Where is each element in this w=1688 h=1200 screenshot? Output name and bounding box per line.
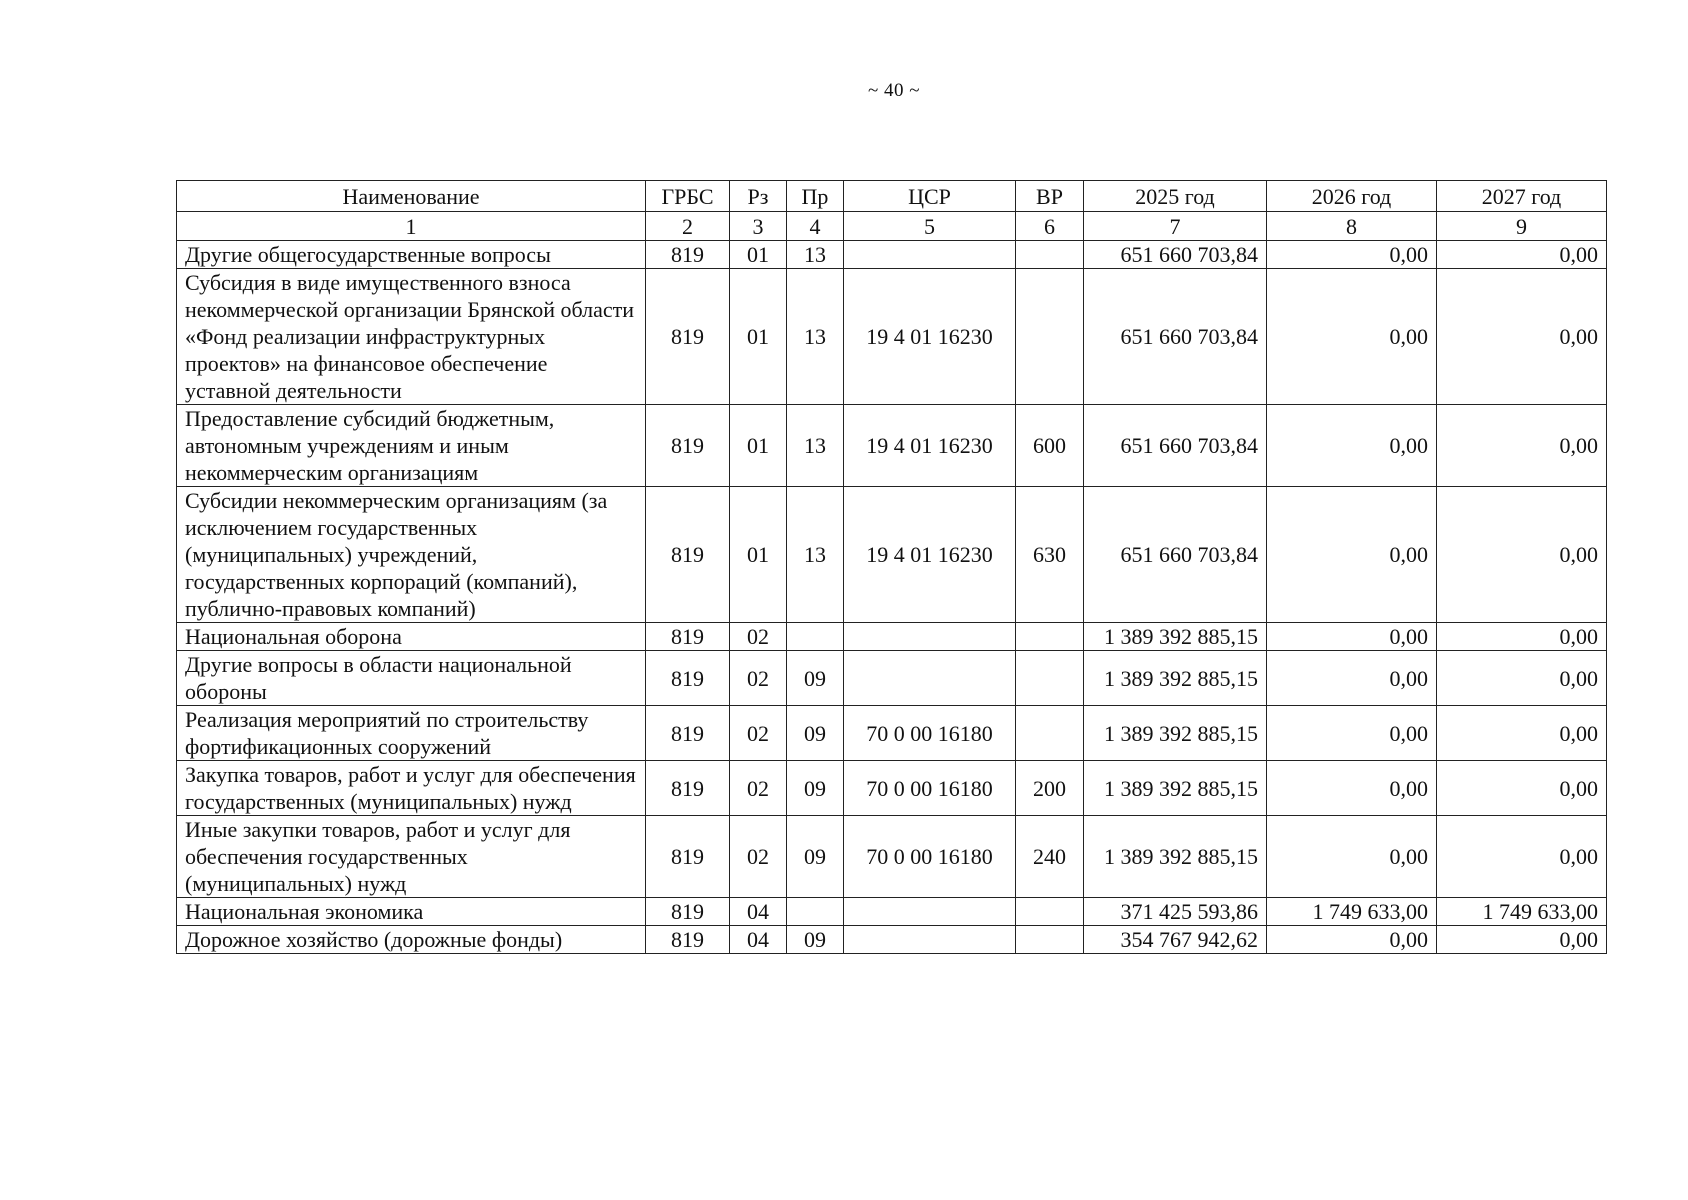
header-csr: ЦСР — [844, 181, 1016, 212]
row-2025: 1 389 392 885,15 — [1084, 761, 1267, 816]
row-name: Субсидии некоммерческим организациям (за исключением государственных (муниципальных) учреждений, государственных корпораций (компаний), публично-правовых компаний) — [177, 487, 646, 623]
row-2025: 1 389 392 885,15 — [1084, 706, 1267, 761]
row-grbs: 819 — [646, 816, 730, 898]
header-2025: 2025 год — [1084, 181, 1267, 212]
table-row — [177, 487, 1607, 623]
row-2025: 371 425 593,86 — [1084, 898, 1267, 926]
row-rz: 02 — [730, 706, 787, 761]
row-pr: 13 — [787, 241, 844, 269]
row-vr — [1016, 926, 1084, 954]
row-csr: 70 0 00 16180 — [844, 706, 1016, 761]
row-pr: 09 — [787, 651, 844, 706]
table-row — [177, 926, 1607, 954]
row-2027: 0,00 — [1437, 761, 1607, 816]
row-grbs: 819 — [646, 487, 730, 623]
budget-table — [176, 180, 1607, 954]
row-csr — [844, 926, 1016, 954]
row-csr: 19 4 01 16230 — [844, 269, 1016, 405]
row-name: Предоставление субсидий бюджетным, автономным учреждениям и иным некоммерческим организациям — [177, 405, 646, 487]
index-cell: 3 — [730, 212, 787, 241]
row-2027: 0,00 — [1437, 405, 1607, 487]
row-name: Дорожное хозяйство (дорожные фонды) — [177, 926, 646, 954]
row-vr — [1016, 651, 1084, 706]
row-2025: 651 660 703,84 — [1084, 241, 1267, 269]
header-2027: 2027 год — [1437, 181, 1607, 212]
index-cell: 9 — [1437, 212, 1607, 241]
row-vr — [1016, 623, 1084, 651]
column-index-row — [177, 212, 1607, 241]
row-pr: 09 — [787, 816, 844, 898]
table-row — [177, 706, 1607, 761]
row-2025: 354 767 942,62 — [1084, 926, 1267, 954]
row-2026: 0,00 — [1267, 926, 1437, 954]
page-number: ~ 40 ~ — [867, 80, 921, 101]
row-vr: 240 — [1016, 816, 1084, 898]
row-2027: 0,00 — [1437, 926, 1607, 954]
row-csr — [844, 241, 1016, 269]
row-vr — [1016, 898, 1084, 926]
row-2027: 0,00 — [1437, 816, 1607, 898]
header-2026: 2026 год — [1267, 181, 1437, 212]
header-name: Наименование — [177, 181, 646, 212]
row-rz: 01 — [730, 269, 787, 405]
row-vr — [1016, 241, 1084, 269]
row-2026: 0,00 — [1267, 269, 1437, 405]
row-grbs: 819 — [646, 269, 730, 405]
row-2026: 0,00 — [1267, 405, 1437, 487]
table-row — [177, 761, 1607, 816]
row-vr: 200 — [1016, 761, 1084, 816]
index-cell: 7 — [1084, 212, 1267, 241]
row-2026: 1 749 633,00 — [1267, 898, 1437, 926]
row-csr — [844, 623, 1016, 651]
row-pr — [787, 623, 844, 651]
row-pr: 13 — [787, 405, 844, 487]
row-2025: 1 389 392 885,15 — [1084, 651, 1267, 706]
row-name: Национальная оборона — [177, 623, 646, 651]
row-rz: 02 — [730, 623, 787, 651]
row-grbs: 819 — [646, 898, 730, 926]
row-csr: 19 4 01 16230 — [844, 487, 1016, 623]
row-pr: 13 — [787, 487, 844, 623]
row-2026: 0,00 — [1267, 241, 1437, 269]
row-name: Иные закупки товаров, работ и услуг для обеспечения государственных (муниципальных) нужд — [177, 816, 646, 898]
index-cell: 6 — [1016, 212, 1084, 241]
row-rz: 01 — [730, 487, 787, 623]
row-csr — [844, 651, 1016, 706]
row-2026: 0,00 — [1267, 487, 1437, 623]
header-grbs: ГРБС — [646, 181, 730, 212]
row-grbs: 819 — [646, 706, 730, 761]
row-grbs: 819 — [646, 405, 730, 487]
row-2027: 0,00 — [1437, 623, 1607, 651]
row-2025: 651 660 703,84 — [1084, 269, 1267, 405]
row-2027: 0,00 — [1437, 269, 1607, 405]
row-2027: 0,00 — [1437, 487, 1607, 623]
row-csr: 70 0 00 16180 — [844, 816, 1016, 898]
row-csr: 70 0 00 16180 — [844, 761, 1016, 816]
index-cell: 4 — [787, 212, 844, 241]
row-rz: 04 — [730, 898, 787, 926]
row-grbs: 819 — [646, 761, 730, 816]
row-vr: 600 — [1016, 405, 1084, 487]
table-row — [177, 898, 1607, 926]
row-rz: 01 — [730, 241, 787, 269]
header-pr: Пр — [787, 181, 844, 212]
table-row — [177, 623, 1607, 651]
row-pr: 09 — [787, 706, 844, 761]
row-2025: 651 660 703,84 — [1084, 405, 1267, 487]
row-2025: 1 389 392 885,15 — [1084, 816, 1267, 898]
row-vr: 630 — [1016, 487, 1084, 623]
row-pr: 13 — [787, 269, 844, 405]
row-2026: 0,00 — [1267, 761, 1437, 816]
row-name: Реализация мероприятий по строительству фортификационных сооружений — [177, 706, 646, 761]
table-row — [177, 816, 1607, 898]
row-2027: 0,00 — [1437, 241, 1607, 269]
row-rz: 02 — [730, 651, 787, 706]
row-name: Другие вопросы в области национальной обороны — [177, 651, 646, 706]
index-cell: 8 — [1267, 212, 1437, 241]
row-name: Другие общегосударственные вопросы — [177, 241, 646, 269]
table-row — [177, 269, 1607, 405]
row-pr: 09 — [787, 926, 844, 954]
row-grbs: 819 — [646, 926, 730, 954]
row-2025: 1 389 392 885,15 — [1084, 623, 1267, 651]
table-row — [177, 651, 1607, 706]
index-cell: 1 — [177, 212, 646, 241]
row-pr: 09 — [787, 761, 844, 816]
row-2027: 0,00 — [1437, 706, 1607, 761]
index-cell: 5 — [844, 212, 1016, 241]
row-rz: 01 — [730, 405, 787, 487]
row-grbs: 819 — [646, 651, 730, 706]
row-rz: 02 — [730, 816, 787, 898]
header-row — [177, 181, 1607, 212]
row-2026: 0,00 — [1267, 706, 1437, 761]
row-grbs: 819 — [646, 241, 730, 269]
row-name: Национальная экономика — [177, 898, 646, 926]
row-csr: 19 4 01 16230 — [844, 405, 1016, 487]
table-row — [177, 241, 1607, 269]
index-cell: 2 — [646, 212, 730, 241]
row-csr — [844, 898, 1016, 926]
header-rz: Рз — [730, 181, 787, 212]
table-row — [177, 405, 1607, 487]
row-2025: 651 660 703,84 — [1084, 487, 1267, 623]
header-vr: ВР — [1016, 181, 1084, 212]
row-2027: 1 749 633,00 — [1437, 898, 1607, 926]
row-vr — [1016, 706, 1084, 761]
row-2026: 0,00 — [1267, 816, 1437, 898]
row-2026: 0,00 — [1267, 651, 1437, 706]
row-rz: 04 — [730, 926, 787, 954]
row-2026: 0,00 — [1267, 623, 1437, 651]
row-name: Субсидия в виде имущественного взноса некоммерческой организации Брянской области «Фонд реализации инфраструктурных проектов» на финансовое обеспечение уставной деятельности — [177, 269, 646, 405]
row-vr — [1016, 269, 1084, 405]
row-pr — [787, 898, 844, 926]
row-grbs: 819 — [646, 623, 730, 651]
row-name: Закупка товаров, работ и услуг для обеспечения государственных (муниципальных) нужд — [177, 761, 646, 816]
row-rz: 02 — [730, 761, 787, 816]
row-2027: 0,00 — [1437, 651, 1607, 706]
